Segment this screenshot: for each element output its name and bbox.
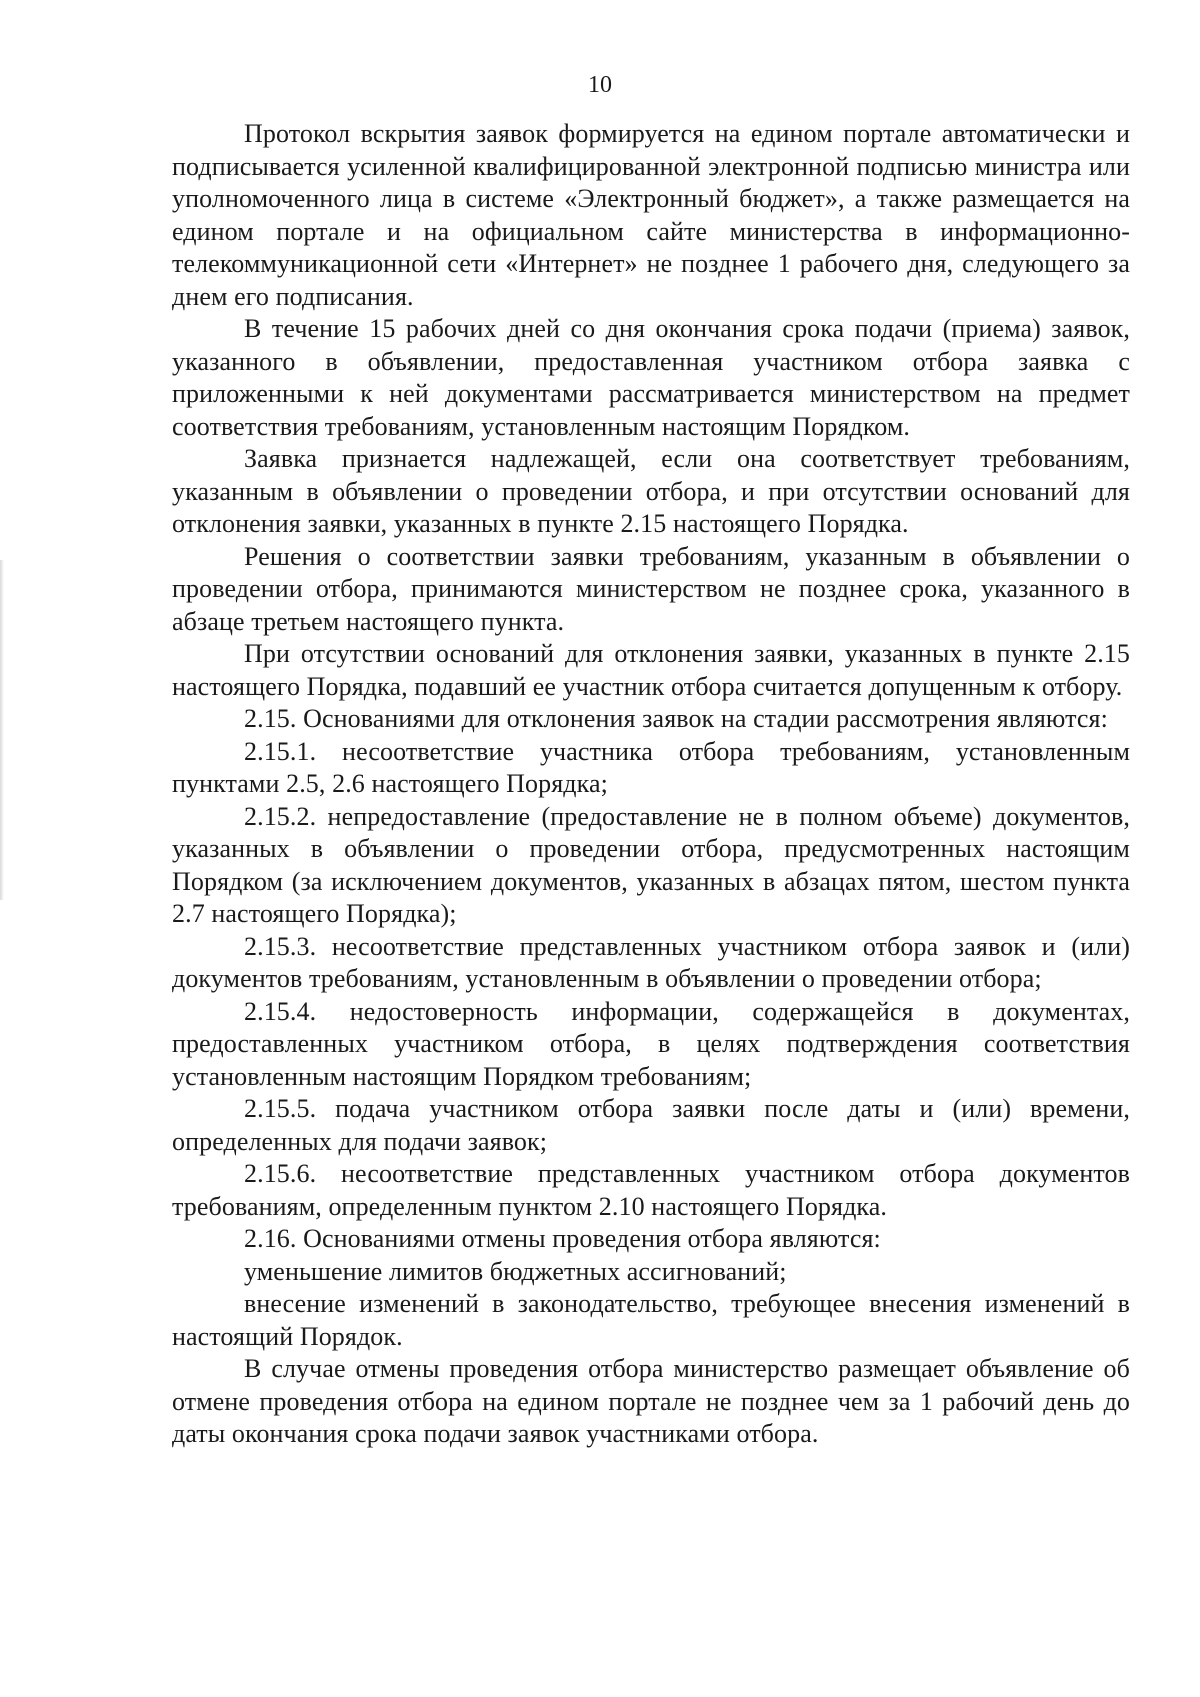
page-number: 10 [588, 72, 612, 98]
paragraph-decisions: Решения о соответствии заявки требованиям, указанным в объявлении о проведении отбора, принимаются министерством не позднее срока, указанного в абзаце третьем настоящего пункта. [172, 541, 1130, 636]
clause-2-15-3: 2.15.3. несоответствие представленных участником отбора заявок и (или) документов требованиям, установленным в объявлении о проведении отбора; [172, 931, 1130, 993]
paragraph-cancellation-notice: В случае отмены проведения отбора министерство размещает объявление об отмене проведения отбора на едином портале не позднее чем за 1 рабочий день до даты окончания срока подачи заявок участниками отбора. [172, 1354, 1130, 1448]
paragraph-admission: При отсутствии оснований для отклонения заявки, указанных в пункте 2.15 настоящего Порядка, подавший ее участник отбора считается допущенным к отбору. [172, 639, 1130, 701]
clause-2-16-item-1: уменьшение лимитов бюджетных ассигнований; [244, 1256, 787, 1286]
scan-edge-shadow [0, 560, 4, 900]
paragraph-application-proper: Заявка признается надлежащей, если она соответствует требованиям, указанным в объявлении о проведении отбора, и при отсутствии оснований для отклонения заявки, указанных в пункте 2.15 настоящего Порядка. [172, 444, 1130, 538]
clause-2-15: 2.15. Основаниями для отклонения заявок на стадии рассмотрения являются: [244, 704, 1108, 733]
clause-2-16-item-2: внесение изменений в законодательство, требующее внесения изменений в настоящий Порядок. [172, 1289, 1130, 1351]
clause-2-15-4: 2.15.4. недостоверность информации, содержащейся в документах, предоставленных участником отбора, в целях подтверждения соответствия установленным настоящим Порядком требованиям; [172, 996, 1130, 1091]
clause-2-15-5: 2.15.5. подача участником отбора заявки после даты и (или) времени, определенных для подачи заявок; [172, 1094, 1130, 1156]
clause-2-15-6: 2.15.6. несоответствие представленных участником отбора документов требованиям, определенным пунктом 2.10 настоящего Порядка. [172, 1159, 1130, 1221]
clause-2-16: 2.16. Основаниями отмены проведения отбора являются: [244, 1224, 881, 1253]
paragraph-protocol: Протокол вскрытия заявок формируется на едином портале автоматически и подписывается усиленной квалифицированной электронной подписью министра или уполномоченного лица в системе «Электронный бюджет», а также размещается на едином портале и на официальном сайте министерства в информационно-телекоммуникационной сети «Интернет» не позднее 1 рабочего дня, следующего за днем его подписания. [172, 119, 1130, 311]
clause-2-15-2: 2.15.2. непредоставление (предоставление не в полном объеме) документов, указанных в объявлении о проведении отбора, предусмотренных настоящим Порядком (за исключением документов, указанных в абзацах пятом, шестом пункта 2.7 настоящего Порядка); [172, 801, 1130, 928]
paragraph-review-period: В течение 15 рабочих дней со дня окончания срока подачи (приема) заявок, указанного в объявлении, предоставленная участником отбора заявка с приложенными к ней документами рассматривается министерством на предмет соответствия требованиям, установленным настоящим Порядком. [172, 314, 1130, 441]
document-body [172, 118, 1130, 1451]
clause-2-15-1: 2.15.1. несоответствие участника отбора требованиям, установленным пунктами 2.5, 2.6 настоящего Порядка; [172, 736, 1130, 798]
